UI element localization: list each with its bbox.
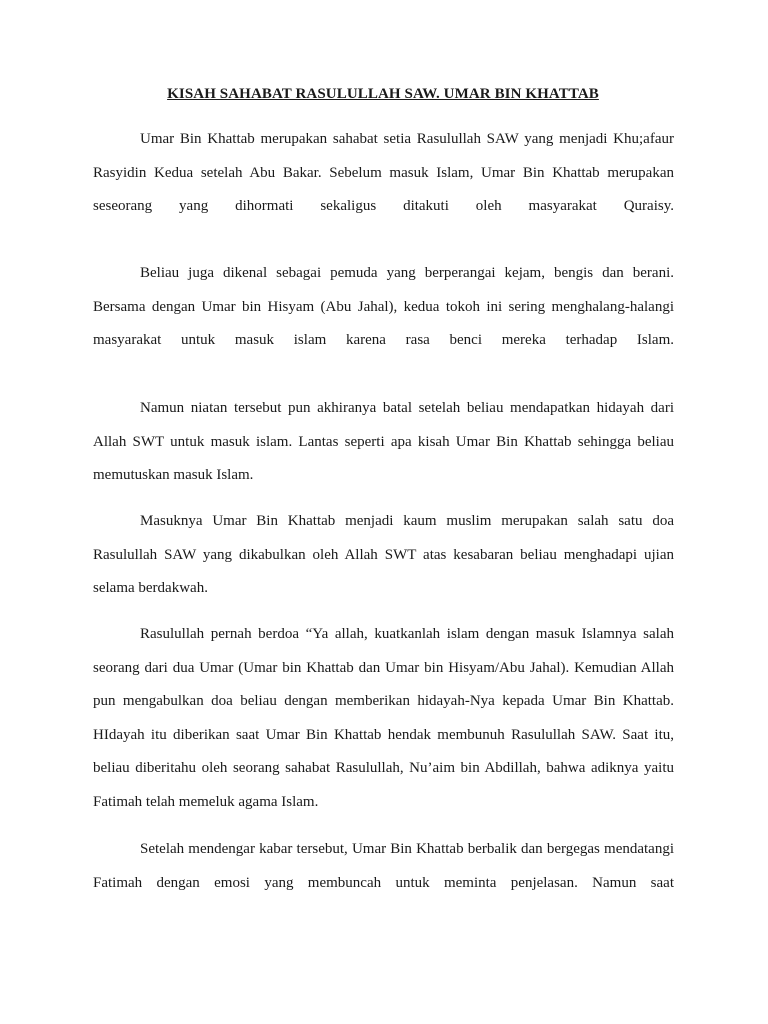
paragraph-4: Masuknya Umar Bin Khattab menjadi kaum muslim merupakan salah satu doa Rasulullah SAW yang dikabulkan oleh Allah SWT atas kesabaran beliau menghadapi ujian selama berdakwah.: [93, 513, 674, 596]
paragraph-3: Namun niatan tersebut pun akhiranya batal setelah beliau mendapatkan hidayah dari Allah SWT untuk masuk islam. Lantas seperti apa kisah Umar Bin Khattab sehingga beliau memutuskan masuk Islam.: [93, 400, 674, 483]
document-title: KISAH SAHABAT RASULULLAH SAW. UMAR BIN KHATTAB: [167, 86, 599, 102]
paragraph-1: Umar Bin Khattab merupakan sahabat setia Rasulullah SAW yang menjadi Khu;afaur Rasyidin Kedua setelah Abu Bakar. Sebelum masuk Islam, Umar Bin Khattab merupakan seseorang yang dihormati sekaligus ditakuti oleh masyarakat Quraisy.: [93, 131, 674, 214]
paragraph-6: Setelah mendengar kabar tersebut, Umar Bin Khattab berbalik dan bergegas mendatangi Fatimah dengan emosi yang membuncah untuk meminta penjelasan. Namun saat: [93, 841, 674, 891]
paragraph-2: Beliau juga dikenal sebagai pemuda yang berperangai kejam, bengis dan berani. Bersama dengan Umar bin Hisyam (Abu Jahal), kedua tokoh ini sering menghalang-halangi masyarakat untuk masuk islam karena rasa benci mereka terhadap Islam.: [93, 265, 674, 348]
paragraph-5: Rasulullah pernah berdoa “Ya allah, kuatkanlah islam dengan masuk Islamnya salah seorang dari dua Umar (Umar bin Khattab dan Umar bin Hisyam/Abu Jahal). Kemudian Allah pun mengabulkan doa beliau dengan memberikan hidayah-Nya kepada Umar Bin Khattab. HIdayah itu diberikan saat Umar Bin Khattab hendak membunuh Rasulullah SAW. Saat itu, beliau diberitahu oleh seorang sahabat Rasulullah, Nu’aim bin Abdillah, bahwa adiknya yaitu Fatimah telah memeluk agama Islam.: [93, 626, 674, 810]
